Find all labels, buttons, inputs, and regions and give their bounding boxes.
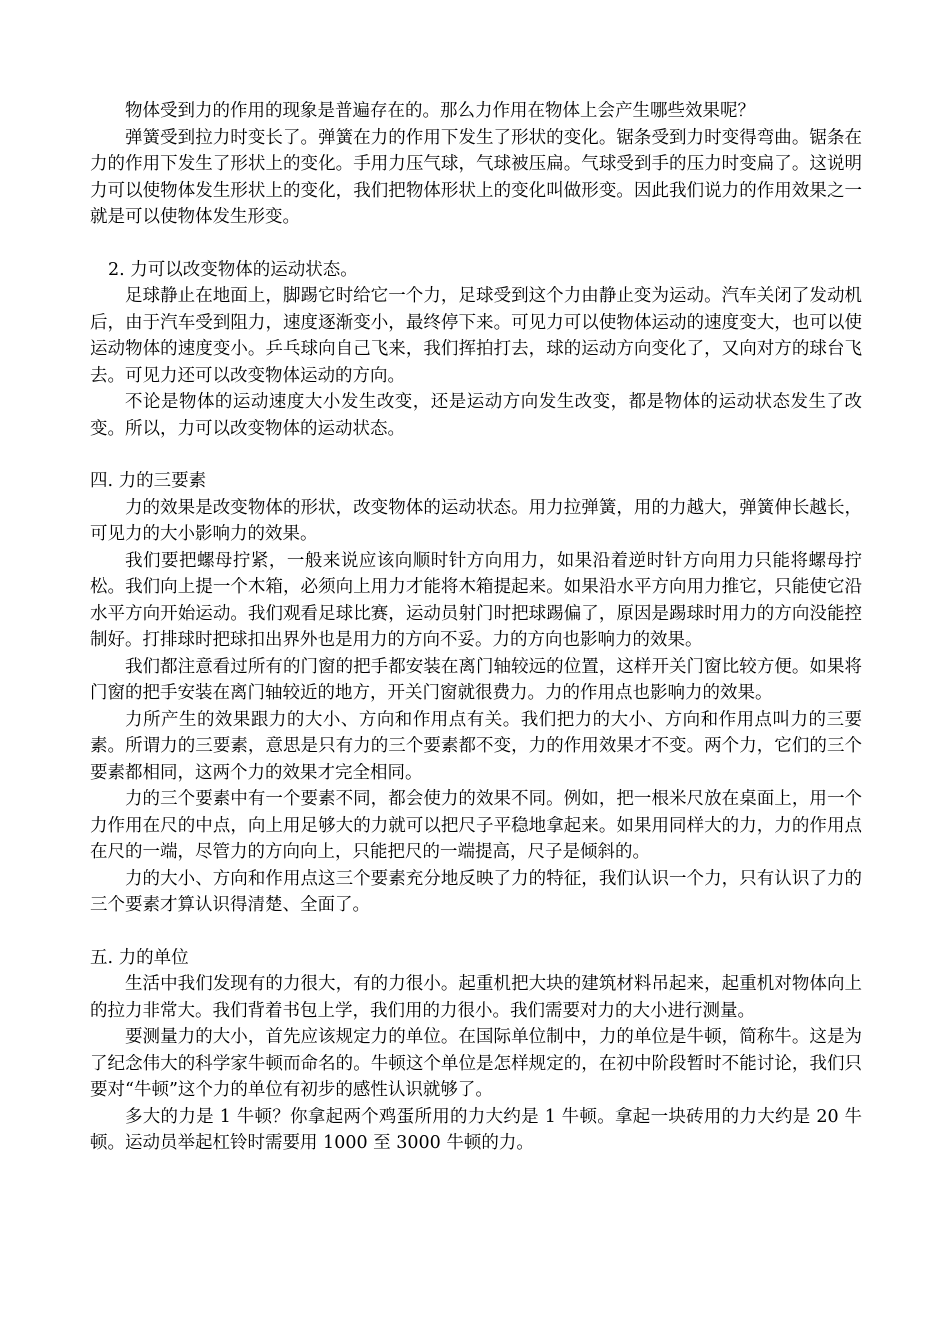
paragraph-three-elements-summary: 力的大小、方向和作用点这三个要素充分地反映了力的特征，我们认识一个力，只有认识了力的三个要素才算认识得清楚、全面了。	[90, 868, 862, 915]
paragraph-football-example: 足球静止在地面上，脚踢它时给它一个力，足球受到这个力由静止变为运动。汽车关闭了发动机后，由于汽车受到阻力，速度逐渐变小，最终停下来。可见力可以使物体运动的速度变大，也可以使运动物体的速度变小。乒乓球向自己飞来，我们挥拍打去，球的运动方向变化了，又向对方的球台飞去。可见力还可以改变物体运动的方向。	[90, 286, 862, 386]
paragraph-motion-conclusion: 不论是物体的运动速度大小发生改变，还是运动方向发生改变，都是物体的运动状态发生了改变。所以，力可以改变物体的运动状态。	[90, 392, 862, 439]
paragraph-newton-examples: 多大的力是 1 牛顿？你拿起两个鸡蛋所用的力大约是 1 牛顿。拿起一块砖用的力大约是 20 牛顿。运动员举起杠铃时需要用 1000 至 3000 牛顿的力。	[90, 1106, 862, 1153]
paragraph-ruler-example: 力的三个要素中有一个要素不同，都会使力的效果不同。例如，把一根米尺放在桌面上，用一个力作用在尺的中点，向上用足够大的力就可以把尺子平稳地拿起来。如果用同样大的力，力的作用点在尺的一端，尽管力的方向向上，只能把尺的一端提高，尺子是倾斜的。	[90, 789, 862, 862]
paragraph-measuring-force: 生活中我们发现有的力很大，有的力很小。起重机把大块的建筑材料吊起来，起重机对物体向上的拉力非常大。我们背着书包上学，我们用的力很小。我们需要对力的大小进行测量。	[90, 974, 862, 1021]
subheading-motion-state: 2. 力可以改变物体的运动状态。	[108, 259, 358, 280]
paragraph-force-magnitude: 力的效果是改变物体的形状，改变物体的运动状态。用力拉弹簧，用的力越大，弹簧伸长越长，可见力的大小影响力的效果。	[90, 497, 862, 544]
paragraph-point-of-action: 我们都注意看过所有的门窗的把手都安装在离门轴较远的位置，这样开关门窗比较方便。如果将门窗的把手安装在离门轴较近的地方，开关门窗就很费力。力的作用点也影响力的效果。	[90, 656, 862, 703]
section-heading-force-unit: 五. 力的单位	[90, 947, 189, 968]
spacer	[90, 442, 862, 468]
paragraph-three-elements-definition: 力所产生的效果跟力的大小、方向和作用点有关。我们把力的大小、方向和作用点叫力的三要素。所谓力的三要素，意思是只有力的三个要素都不变，力的作用效果才不变。两个力，它们的三个要素都相同，这两个力的效果才完全相同。	[90, 709, 862, 783]
spacer	[90, 231, 862, 257]
paragraph-force-direction: 我们要把螺母拧紧，一般来说应该向顺时针方向用力，如果沿着逆时针方向用力只能将螺母拧松。我们向上提一个木箱，必须向上用力才能将木箱提起来。如果沿水平方向用力推它，只能使它沿水平方向开始运动。我们观看足球比赛，运动员射门时把球踢偏了，原因是踢球时用力的方向没能控制好。打排球时把球扣出界外也是用力的方向不妥。力的方向也影响力的效果。	[90, 550, 862, 650]
paragraph-deformation: 弹簧受到拉力时变长了。弹簧在力的作用下发生了形状的变化。锯条受到力时变得弯曲。锯条在力的作用下发生了形状上的变化。手用力压气球，气球被压扁。气球受到手的压力时变扁了。这说明力可以使物体发生形状上的变化，我们把物体形状上的变化叫做形变。因此我们说力的作用效果之一就是可以使物体发生形变。	[90, 127, 862, 227]
paragraph-newton-unit: 要测量力的大小，首先应该规定力的单位。在国际单位制中，力的单位是牛顿，简称牛。这是为了纪念伟大的科学家牛顿而命名的。牛顿这个单位是怎样规定的，在初中阶段暂时不能讨论，我们只要对“牛顿”这个力的单位有初步的感性认识就够了。	[90, 1027, 862, 1100]
spacer	[90, 919, 862, 945]
paragraph-intro-question: 物体受到力的作用的现象是普遍存在的。那么力作用在物体上会产生哪些效果呢？	[125, 101, 755, 121]
section-heading-three-elements: 四. 力的三要素	[90, 471, 207, 491]
document-page	[90, 98, 862, 1157]
